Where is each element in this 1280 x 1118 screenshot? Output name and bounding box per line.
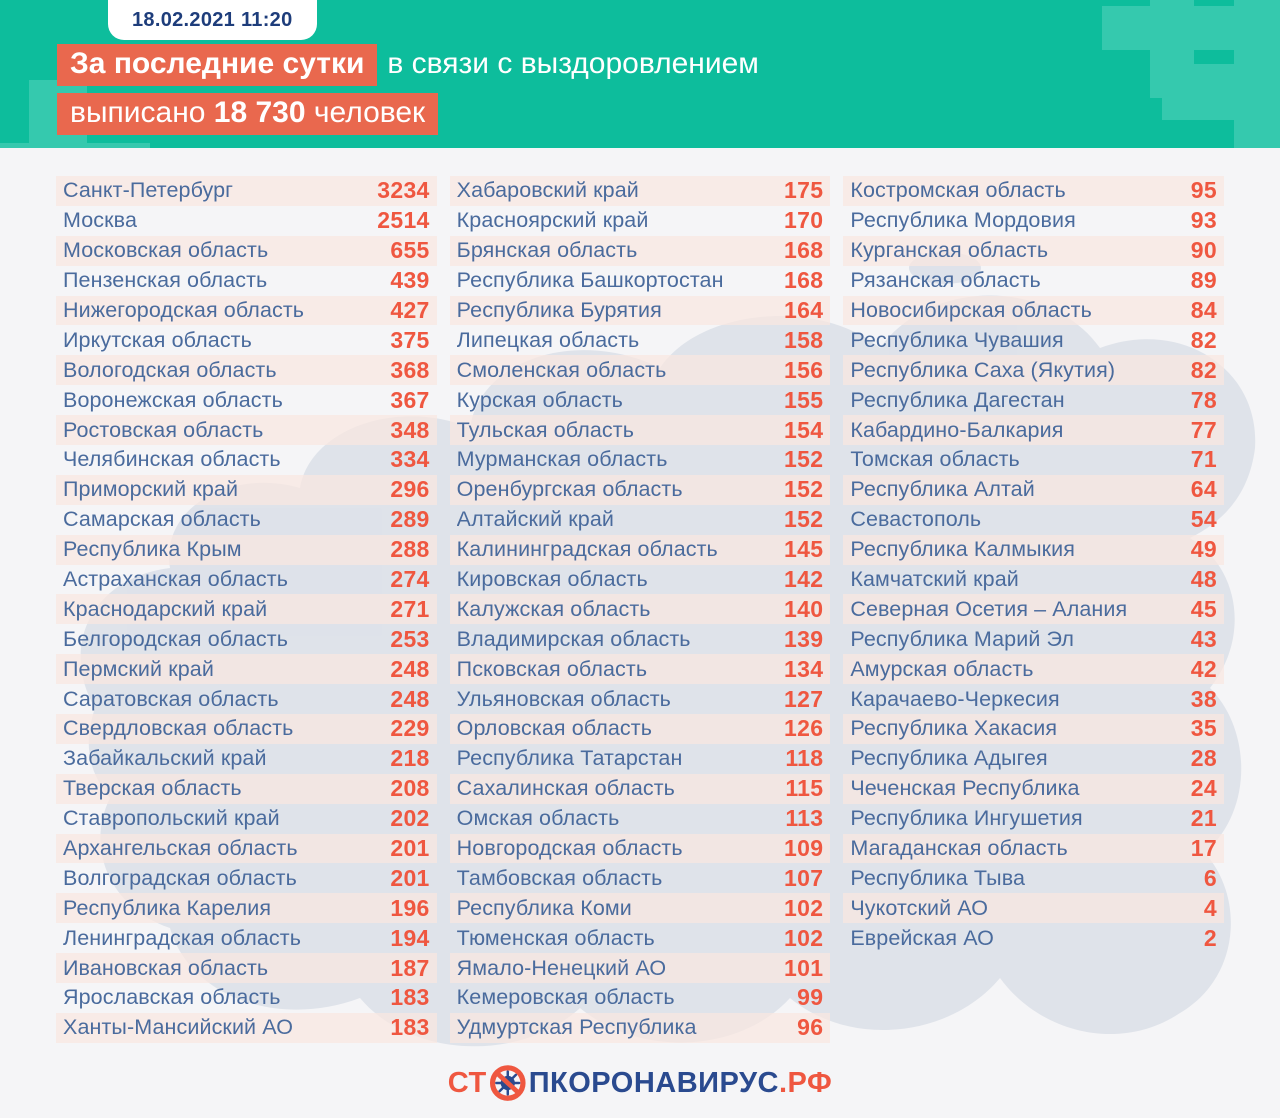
region-recovered-value: 152 (784, 476, 824, 503)
table-row (56, 953, 437, 983)
table-row (450, 774, 831, 804)
region-name: Санкт-Петербург (63, 178, 234, 203)
table-row (450, 266, 831, 296)
region-recovered-value: 348 (390, 416, 430, 443)
region-name: Вологодская область (63, 357, 277, 382)
region-recovered-value: 368 (390, 356, 430, 383)
region-name: Тюменская область (456, 925, 655, 950)
table-row (450, 804, 831, 834)
region-recovered-value: 155 (784, 386, 824, 413)
region-name: Республика Башкортостан (456, 268, 724, 293)
region-recovered-value: 168 (784, 267, 824, 294)
logo-text-koronavirus: ПКОРОНАВИРУС (528, 1066, 779, 1099)
table-row (56, 385, 437, 415)
region-recovered-value: 96 (797, 1014, 824, 1041)
region-name: Ленинградская область (63, 925, 302, 950)
region-recovered-value: 127 (784, 685, 824, 712)
table-row (56, 565, 437, 595)
logo-text-rf: .РФ (778, 1066, 833, 1099)
region-name: Саратовская область (63, 686, 279, 711)
region-name: Республика Саха (Якутия) (850, 357, 1116, 382)
table-row (843, 804, 1224, 834)
region-recovered-value: 196 (390, 894, 430, 921)
headline (57, 44, 759, 142)
region-recovered-value: 35 (1190, 715, 1217, 742)
region-name: Нижегородская область (63, 298, 305, 322)
table-row (843, 923, 1224, 953)
table-row (450, 744, 831, 774)
table-row (450, 355, 831, 385)
stats-column-2 (450, 176, 831, 1043)
region-recovered-value: 102 (784, 894, 824, 921)
region-name: Республика Коми (456, 895, 632, 920)
region-recovered-value: 655 (390, 237, 430, 264)
region-name: Москва (63, 208, 138, 233)
table-row (843, 415, 1224, 445)
table-row (56, 325, 437, 355)
region-recovered-value: 439 (390, 267, 430, 294)
region-recovered-value: 334 (390, 446, 430, 473)
table-row (450, 325, 831, 355)
table-row (56, 983, 437, 1013)
table-row (56, 893, 437, 923)
table-row (450, 445, 831, 475)
region-recovered-value: 95 (1190, 177, 1217, 204)
region-recovered-value: 427 (390, 297, 430, 323)
region-name: Республика Крым (63, 537, 242, 562)
table-row (843, 714, 1224, 744)
table-row (450, 923, 831, 953)
region-name: Томская область (850, 447, 1020, 472)
table-row (843, 863, 1224, 893)
region-recovered-value: 101 (784, 954, 824, 981)
region-name: Курганская область (850, 238, 1049, 263)
table-row (843, 684, 1224, 714)
region-name: Липецкая область (456, 327, 640, 352)
region-name: Пермский край (63, 656, 214, 681)
region-name: Астраханская область (63, 567, 288, 592)
table-row (450, 206, 831, 236)
region-name: Севастополь (850, 507, 982, 532)
region-name: Северная Осетия – Алания (850, 596, 1128, 621)
region-recovered-value: 170 (784, 207, 824, 234)
region-recovered-value: 296 (390, 476, 430, 503)
region-recovered-value: 154 (784, 416, 824, 443)
no-virus-icon (489, 1064, 527, 1102)
table-row (56, 355, 437, 385)
table-row (56, 1013, 437, 1043)
table-row (843, 834, 1224, 864)
region-recovered-value: 140 (784, 595, 824, 622)
region-recovered-value: 201 (390, 864, 430, 891)
region-name: Волгоградская область (63, 865, 297, 890)
region-recovered-value: 183 (390, 1014, 430, 1041)
table-row (56, 923, 437, 953)
table-row (56, 834, 437, 864)
region-recovered-value: 21 (1190, 805, 1217, 832)
region-name: Псковская область (456, 656, 648, 681)
region-name: Республика Марий Эл (850, 626, 1075, 651)
region-name: Магаданская область (850, 836, 1068, 861)
region-recovered-value: 271 (390, 595, 430, 622)
region-name: Костромская область (850, 178, 1066, 203)
region-name: Пензенская область (63, 268, 268, 293)
region-name: Мурманская область (456, 447, 668, 472)
region-name: Иркутская область (63, 327, 252, 352)
table-row (843, 296, 1224, 326)
table-row (450, 415, 831, 445)
table-row (450, 834, 831, 864)
region-recovered-value: 202 (390, 805, 430, 832)
region-recovered-value: 54 (1190, 506, 1217, 533)
region-recovered-value: 187 (390, 954, 430, 981)
region-name: Смоленская область (456, 357, 667, 382)
region-recovered-value: 84 (1190, 297, 1217, 323)
table-row (843, 654, 1224, 684)
table-row (843, 744, 1224, 774)
region-name: Воронежская область (63, 387, 283, 412)
table-row (56, 774, 437, 804)
headline-subtitle: в связи с выздоровлением (387, 47, 759, 80)
region-name: Еврейская АО (850, 925, 995, 950)
discharged-count: 18 730 (213, 96, 306, 129)
table-row (56, 176, 437, 206)
region-recovered-value: 64 (1190, 476, 1217, 503)
region-name: Удмуртская Республика (456, 1015, 697, 1040)
region-name: Чеченская Республика (850, 776, 1080, 801)
table-row (56, 206, 437, 236)
region-name: Алтайский край (456, 507, 614, 532)
region-recovered-value: 93 (1190, 207, 1217, 234)
table-row (843, 774, 1224, 804)
region-name: Тульская область (456, 417, 635, 442)
stopcoronavirus-logo (448, 1064, 832, 1102)
region-recovered-value: 145 (784, 536, 824, 563)
region-recovered-value: 107 (784, 864, 824, 891)
region-name: Республика Татарстан (456, 746, 683, 771)
table-row (56, 863, 437, 893)
table-row (450, 505, 831, 535)
region-name: Ханты-Мансийский АО (63, 1015, 294, 1040)
region-recovered-value: 175 (784, 177, 824, 204)
region-recovered-value: 113 (785, 805, 824, 832)
region-recovered-value: 152 (784, 506, 824, 533)
headline-line-1 (57, 44, 759, 86)
region-name: Кировская область (456, 567, 648, 592)
region-recovered-value: 152 (784, 446, 824, 473)
region-recovered-value: 248 (390, 685, 430, 712)
table-row (450, 684, 831, 714)
region-name: Приморский край (63, 477, 239, 502)
region-recovered-value: 158 (784, 326, 824, 353)
region-recovered-value: 253 (390, 625, 430, 652)
region-recovered-value: 367 (390, 386, 430, 413)
region-recovered-value: 28 (1190, 745, 1217, 772)
region-name: Орловская область (456, 716, 653, 741)
region-name: Калининградская область (456, 537, 718, 562)
region-name: Амурская область (850, 656, 1034, 681)
table-row (450, 983, 831, 1013)
region-recovered-value: 168 (784, 237, 824, 264)
region-name: Республика Тыва (850, 865, 1026, 890)
region-recovered-value: 99 (797, 984, 824, 1011)
region-name: Ростовская область (63, 417, 264, 442)
table-row (843, 535, 1224, 565)
table-row (843, 236, 1224, 266)
table-row (450, 1013, 831, 1043)
region-recovered-value: 48 (1190, 566, 1217, 593)
table-row (56, 266, 437, 296)
region-name: Свердловская область (63, 716, 294, 741)
table-row (843, 355, 1224, 385)
region-recovered-value: 90 (1190, 237, 1217, 264)
region-recovered-value: 17 (1190, 835, 1217, 862)
region-recovered-value: 274 (390, 566, 430, 593)
region-name: Омская область (456, 806, 620, 831)
region-name: Челябинская область (63, 447, 281, 472)
table-row (843, 505, 1224, 535)
table-row (56, 684, 437, 714)
region-recovered-value: 134 (784, 655, 824, 682)
region-recovered-value: 248 (390, 655, 430, 682)
table-row (450, 594, 831, 624)
region-name: Хабаровский край (456, 178, 639, 203)
region-name: Рязанская область (850, 268, 1041, 293)
table-row (450, 535, 831, 565)
headline-discharged: выписано 18 730 человек (57, 93, 438, 135)
region-recovered-value: 208 (390, 775, 430, 802)
region-recovered-value: 3234 (377, 177, 430, 204)
table-row (56, 744, 437, 774)
table-row (843, 266, 1224, 296)
header-banner (0, 0, 1280, 148)
table-row (450, 654, 831, 684)
region-name: Тамбовская область (456, 865, 663, 890)
table-row (450, 236, 831, 266)
region-recovered-value: 38 (1190, 685, 1217, 712)
region-recovered-value: 2 (1203, 924, 1217, 951)
region-name: Брянская область (456, 238, 638, 263)
table-row (843, 176, 1224, 206)
region-recovered-value: 45 (1190, 595, 1217, 622)
region-name: Московская область (63, 238, 269, 263)
date-badge (108, 0, 317, 40)
table-row (56, 475, 437, 505)
region-name: Новосибирская область (850, 298, 1092, 322)
table-row (843, 325, 1224, 355)
table-row (56, 296, 437, 326)
region-recovered-value: 4 (1203, 894, 1217, 921)
region-recovered-value: 42 (1190, 655, 1217, 682)
region-recovered-value: 71 (1190, 446, 1217, 473)
region-recovered-value: 77 (1190, 416, 1217, 443)
table-row (56, 594, 437, 624)
table-row (56, 714, 437, 744)
stats-column-1 (56, 176, 437, 1043)
region-name: Сахалинская область (456, 776, 675, 801)
table-row (450, 624, 831, 654)
region-name: Республика Адыгея (850, 746, 1048, 771)
region-name: Ульяновская область (456, 686, 671, 711)
stats-column-3 (843, 176, 1224, 1043)
table-row (450, 953, 831, 983)
region-name: Республика Алтай (850, 477, 1035, 502)
table-row (450, 893, 831, 923)
region-recovered-value: 109 (784, 835, 824, 862)
region-name: Краснодарский край (63, 596, 268, 621)
region-recovered-value: 82 (1190, 356, 1217, 383)
region-name: Кабардино-Балкария (850, 417, 1064, 442)
region-recovered-value: 229 (390, 715, 430, 742)
table-row (843, 594, 1224, 624)
region-recovered-value: 24 (1190, 775, 1217, 802)
region-recovered-value: 89 (1190, 267, 1217, 294)
region-recovered-value: 194 (390, 924, 430, 951)
region-name: Новгородская область (456, 836, 683, 861)
region-name: Самарская область (63, 507, 261, 532)
region-recovered-value: 115 (785, 775, 824, 802)
region-recovered-value: 142 (784, 566, 824, 593)
region-recovered-value: 49 (1190, 536, 1217, 563)
statistics-panel (0, 148, 1280, 1118)
region-name: Республика Карелия (63, 895, 272, 920)
table-row (56, 236, 437, 266)
headline-line-2 (57, 93, 759, 135)
region-recovered-value: 156 (784, 356, 824, 383)
region-name: Архангельская область (63, 836, 298, 861)
region-name: Республика Калмыкия (850, 537, 1075, 562)
table-row (843, 445, 1224, 475)
region-name: Карачаево-Черкесия (850, 686, 1060, 711)
region-recovered-value: 102 (784, 924, 824, 951)
region-name: Республика Мордовия (850, 208, 1076, 233)
table-row (56, 654, 437, 684)
table-row (450, 176, 831, 206)
region-recovered-value: 2514 (377, 207, 430, 234)
region-recovered-value: 139 (784, 625, 824, 652)
region-recovered-value: 164 (784, 297, 824, 323)
table-row (843, 893, 1224, 923)
table-row (450, 475, 831, 505)
region-recovered-value: 82 (1190, 326, 1217, 353)
logo-text-st: СТ (447, 1066, 487, 1099)
table-row (843, 475, 1224, 505)
table-row (56, 415, 437, 445)
headline-highlight: За последние сутки (57, 44, 377, 86)
table-row (56, 505, 437, 535)
region-name: Кемеровская область (456, 985, 675, 1010)
region-recovered-value: 375 (390, 326, 430, 353)
region-name: Ивановская область (63, 955, 269, 980)
region-name: Камчатский край (850, 567, 1019, 592)
table-row (56, 535, 437, 565)
region-recovered-value: 126 (784, 715, 824, 742)
table-row (450, 296, 831, 326)
region-name: Забайкальский край (63, 746, 267, 771)
region-name: Ямало-Ненецкий АО (456, 955, 667, 980)
table-row (843, 624, 1224, 654)
region-recovered-value: 6 (1203, 864, 1217, 891)
region-recovered-value: 289 (390, 506, 430, 533)
timestamp: 18.02.2021 11:20 (132, 8, 293, 31)
region-recovered-value: 288 (390, 536, 430, 563)
table-row (56, 804, 437, 834)
region-recovered-value: 183 (390, 984, 430, 1011)
region-name: Ставропольский край (63, 806, 280, 831)
region-recovered-value: 218 (390, 745, 430, 772)
region-name: Красноярский край (456, 208, 649, 233)
region-name: Республика Ингушетия (850, 806, 1083, 831)
table-row (450, 714, 831, 744)
region-name: Владимирская область (456, 626, 691, 651)
region-name: Оренбургская область (456, 477, 683, 502)
region-name: Чукотский АО (850, 895, 989, 920)
region-name: Курская область (456, 387, 623, 412)
table-row (843, 565, 1224, 595)
table-row (450, 565, 831, 595)
region-recovered-value: 78 (1190, 386, 1217, 413)
region-name: Калужская область (456, 596, 651, 621)
table-row (450, 385, 831, 415)
region-name: Белгородская область (63, 626, 289, 651)
region-table (0, 148, 1280, 1043)
region-recovered-value: 118 (785, 745, 824, 772)
table-row (450, 863, 831, 893)
table-row (843, 206, 1224, 236)
region-recovered-value: 43 (1190, 625, 1217, 652)
region-name: Тверская область (63, 776, 242, 801)
region-name: Республика Чувашия (850, 327, 1064, 352)
region-name: Республика Дагестан (850, 387, 1065, 412)
table-row (56, 624, 437, 654)
region-name: Республика Хакасия (850, 716, 1058, 741)
region-name: Ярославская область (63, 985, 281, 1010)
table-row (843, 385, 1224, 415)
region-recovered-value: 201 (390, 835, 430, 862)
table-row (56, 445, 437, 475)
region-name: Республика Бурятия (456, 298, 662, 322)
